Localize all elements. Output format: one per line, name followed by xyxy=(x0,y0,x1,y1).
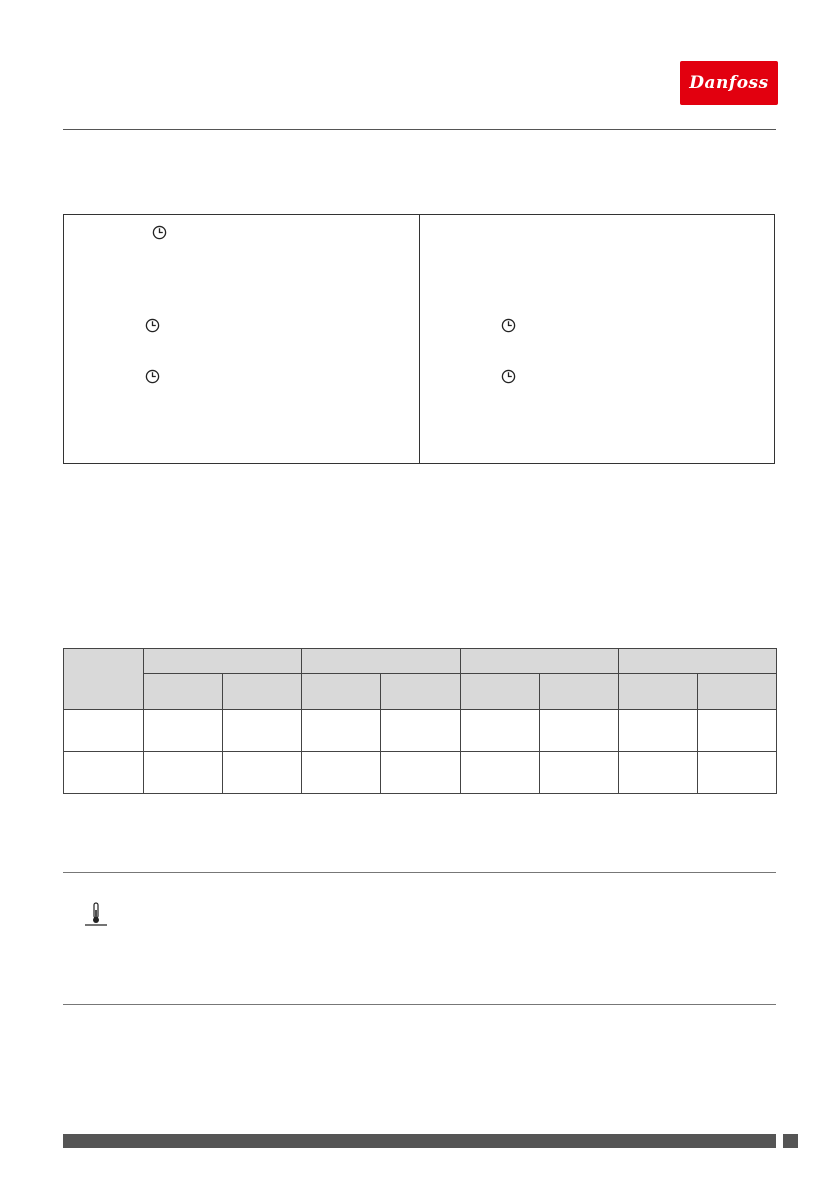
footer-bar xyxy=(63,1134,776,1148)
column-divider xyxy=(419,215,420,463)
clock-icon xyxy=(152,225,167,240)
header-divider xyxy=(63,129,776,130)
section-divider xyxy=(63,1004,776,1005)
table-cell xyxy=(302,710,381,752)
table-group-header-row xyxy=(64,649,777,674)
table-subheader xyxy=(618,674,697,710)
table-row-header xyxy=(64,752,144,794)
table-cell xyxy=(223,752,302,794)
table-cell xyxy=(381,752,460,794)
timer-settings-box xyxy=(63,214,775,464)
table-cell xyxy=(223,710,302,752)
clock-icon xyxy=(501,318,516,333)
table-subheader xyxy=(302,674,381,710)
table-subheader xyxy=(697,674,776,710)
table-group-header xyxy=(618,649,776,674)
page-number-box xyxy=(783,1134,798,1148)
table-cell xyxy=(144,752,223,794)
table-cell xyxy=(539,752,618,794)
table-row xyxy=(64,710,777,752)
danfoss-logo xyxy=(680,61,778,105)
table-cell xyxy=(302,752,381,794)
table-row xyxy=(64,752,777,794)
table-cell xyxy=(697,710,776,752)
data-table xyxy=(63,648,777,794)
table-subheader xyxy=(144,674,223,710)
table-subheader xyxy=(539,674,618,710)
table-cell xyxy=(460,752,539,794)
table-cell xyxy=(539,710,618,752)
table-cell xyxy=(618,752,697,794)
table-row-header xyxy=(64,710,144,752)
logo-text: Danfoss xyxy=(689,73,769,93)
table-cell xyxy=(144,710,223,752)
table-subheader xyxy=(223,674,302,710)
clock-icon xyxy=(145,318,160,333)
table-subheader-row xyxy=(64,674,777,710)
clock-icon xyxy=(145,369,160,384)
table-group-header xyxy=(144,649,302,674)
table-group-header xyxy=(302,649,460,674)
table-cell xyxy=(618,710,697,752)
clock-icon xyxy=(501,369,516,384)
thermometer-icon xyxy=(85,902,107,926)
table-subheader xyxy=(460,674,539,710)
table-cell xyxy=(381,710,460,752)
table-cell xyxy=(460,710,539,752)
section-divider xyxy=(63,872,776,873)
table-subheader xyxy=(381,674,460,710)
table-group-header xyxy=(460,649,618,674)
table-cell xyxy=(697,752,776,794)
table-corner-cell xyxy=(64,649,144,710)
